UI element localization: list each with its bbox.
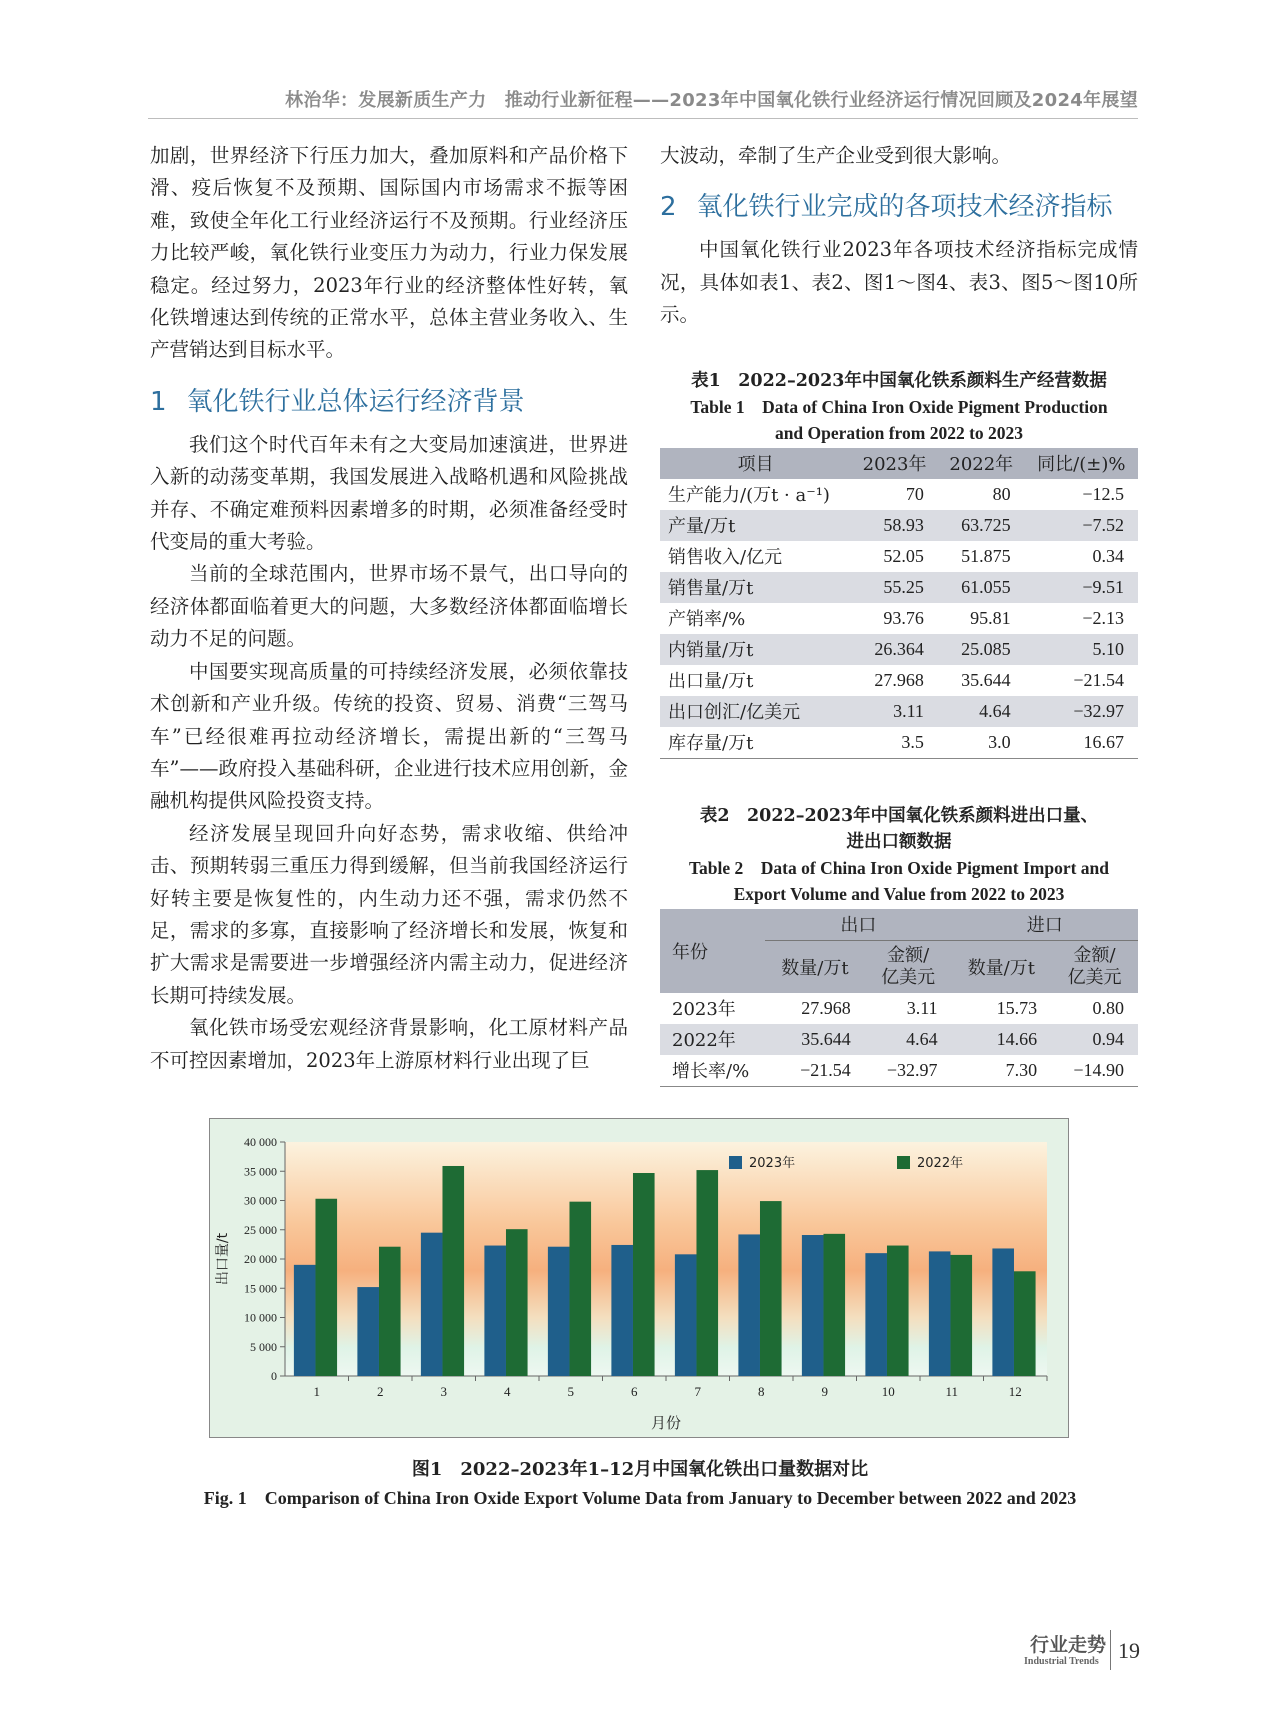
x-tick-label: 4 [504,1384,511,1399]
table-2-header-export: 出口 [765,909,951,941]
paragraph-continued: 大波动，牵制了生产企业受到很大影响。 [660,144,1012,167]
header-rule [148,118,1138,119]
table-1-caption-zh: 表1 2022–2023年中国氧化铁系颜料生产经营数据 [691,370,1107,391]
x-tick-label: 2 [377,1384,384,1399]
bar-2022 [696,1170,718,1376]
table-1-row-label: 产量/万t [660,510,851,541]
table-1-row [660,696,1138,727]
table-1-row [660,665,1138,696]
table-2-cell: 4.64 [865,1024,952,1055]
y-tick-label: 40 000 [244,1135,277,1149]
table-2-caption-en-line2: Export Volume and Value from 2022 to 2023 [733,883,1065,904]
table-1-cell: −2.13 [1082,607,1124,628]
section-2-heading [660,190,1138,224]
table-1-cell: 63.725 [938,510,1025,541]
paragraph-3: 中国要实现高质量的可持续经济发展，必须依靠技术创新和产业升级。传统的投资、贸易、消费“三驾马车”已经很难再拉动经济增长，需提出新的“三驾马车”——政府投入基础科研，企业进行技术应用创新，金融机构提供风险投资支持。 [150,659,628,813]
table-2-header-import-amount [1051,940,1138,993]
figure-1-caption-zh: 图1 2022–2023年1–12月中国氧化铁出口量数据对比 [411,1459,869,1480]
table-1-header: 2022年 [938,448,1025,479]
paragraph-4: 经济发展呈现回升向好态势，需求收缩、供给冲击、预期转弱三重压力得到缓解，但当前我国经济运行好转主要是恢复性的，内生动力还不强，需求仍然不足，需求的多寡，直接影响了经济增长和发展，恢复和扩大需求是需要进一步增强经济内需主动力，促进经济长期可持续发展。 [150,821,628,1007]
bar-2023 [484,1246,506,1376]
section-2-number: 2 [660,192,677,223]
table-2-row [660,993,1138,1024]
table-2-caption-en-line1: Table 2 Data of China Iron Oxide Pigment Import and [688,857,1110,878]
legend-swatch [729,1156,742,1169]
table-1-row [660,572,1138,603]
y-tick-label: 20 000 [244,1252,277,1266]
table-1-cell: 52.05 [883,545,924,566]
bar-2022 [633,1173,655,1376]
table-1-row [660,727,1138,759]
footer-divider [1110,1630,1111,1670]
table-1-cell: 80 [992,483,1011,504]
table-1-cell: 58.93 [851,510,938,541]
bar-2022 [569,1202,591,1376]
table-1-row-label: 库存量/万t [660,727,851,759]
table-1-row-label: 产销率/% [668,609,746,631]
bar-2022 [506,1229,528,1376]
table-1-cell: −12.5 [1082,483,1124,504]
table-1-cell: 70 [905,483,924,504]
table-1-cell: −9.51 [1025,572,1138,603]
y-tick-label: 10 000 [244,1310,277,1325]
table-2-header-year: 年份 [660,909,765,993]
table-1-cell: 27.968 [874,669,924,690]
table-2-cell: 3.11 [906,997,938,1018]
x-tick-label: 12 [1008,1384,1022,1399]
x-tick-label: 10 [881,1384,895,1399]
table-1-cell: 93.76 [883,607,924,628]
legend-label: 2022年 [917,1156,964,1171]
table-2-caption-zh-line1: 表2 2022–2023年中国氧化铁系颜料进出口量、 [699,805,1099,826]
table-1-cell: 3.5 [851,727,938,759]
table-2-row [660,1055,1138,1087]
table-1-caption-en-line2: and Operation from 2022 to 2023 [774,422,1024,443]
table-2 [660,909,1138,1087]
table-1-caption-en-line1: Table 1 Data of China Iron Oxide Pigment Production [690,396,1108,417]
table-1-row-label: 销售量/万t [660,572,851,603]
journal-name-en: Industrial Trends [1024,1656,1099,1667]
right-column [660,140,1138,1087]
table-2-row-label: 2022年 [660,1024,765,1055]
bar-2022 [315,1199,337,1376]
table-1-row [660,603,1138,634]
table-1-cell: 4.64 [938,696,1025,727]
legend-label: 2023年 [749,1156,796,1171]
table-1-row [660,479,1138,510]
table-1-cell: 16.67 [1025,727,1138,759]
table-1-body [660,479,1138,759]
x-tick-label: 9 [821,1384,828,1399]
y-tick-label: 15 000 [244,1281,277,1296]
journal-name: 行业走势 [1030,1634,1107,1656]
table-2-cell: −21.54 [765,1055,865,1087]
y-tick-label: 30 000 [244,1193,277,1208]
table-1-cell: 3.0 [938,727,1025,759]
table-2-header-import-qty: 数量/万t [952,940,1052,993]
table-1-cell: 61.055 [938,572,1025,603]
table-2-header-amount-line1: 金额/ [1073,944,1116,966]
section-2-title: 氧化铁行业完成的各项技术经济指标 [696,192,1113,223]
table-1-cell: −32.97 [1025,696,1138,727]
table-1-cell: −7.52 [1025,510,1138,541]
bar-2023 [865,1253,887,1376]
table-1-header: 2023年 [851,448,938,479]
left-column [150,140,628,1077]
bar-2022 [887,1246,909,1376]
bar-2023 [611,1245,633,1376]
bar-2023 [357,1287,379,1376]
table-1-row-label: 内销量/万t [660,634,851,665]
table-1-cell: 3.11 [851,696,938,727]
section-1-title: 氧化铁行业总体运行经济背景 [186,386,525,417]
x-axis-label: 月份 [650,1414,682,1432]
export-volume-bar-chart [209,1118,1069,1438]
table-1-cell: 95.81 [970,607,1011,628]
table-1-cell: 26.364 [851,634,938,665]
x-tick-label: 3 [440,1384,447,1399]
legend-swatch [897,1156,910,1169]
table-1-cell: 0.34 [1092,545,1124,566]
table-2-cell: 35.644 [765,1024,865,1055]
table-1-cell: 55.25 [851,572,938,603]
paragraph-intro: 加剧，世界经济下行压力加大，叠加原料和产品价格下滑、疫后恢复不及预期、国际国内市场需求不振等困难，致使全年化工行业经济运行不及预期。行业经济压力比较严峻，氧化铁行业变压力为动力，行业力保发展稳定。经过努力，2023年行业的经济整体性好转，氧化铁增速达到传统的正常水平，总体主营业务收入、生产营销达到目标水平。 [150,144,628,362]
table-2-cell: 27.968 [801,997,851,1018]
paragraph-5: 氧化铁市场受宏观经济背景影响，化工原材料产品不可控因素增加，2023年上游原材料行业出现了巨 [150,1016,628,1072]
table-1-cell: 25.085 [938,634,1025,665]
table-1-row-label: 出口创汇/亿美元 [660,696,851,727]
table-2-row [660,1024,1138,1055]
table-1-cell: 5.10 [1025,634,1138,665]
table-1-cell: −21.54 [1073,669,1124,690]
bar-2023 [738,1234,760,1376]
table-2-cell: −14.90 [1051,1055,1138,1087]
table-2-cell: 14.66 [952,1024,1052,1055]
table-1 [660,448,1138,759]
table-1-row-label: 生产能力/(万t · a⁻¹) [668,485,830,507]
table-1-row-label: 销售收入/亿元 [668,547,783,569]
bar-2022 [379,1247,401,1376]
y-axis-label: 出口量/t [215,1232,231,1286]
figure-1-caption-en: Fig. 1 Comparison of China Iron Oxide Export Volume Data from January to December between 2022 and 2023 [203,1488,1077,1508]
paragraph-section-2: 中国氧化铁行业2023年各项技术经济指标完成情况，具体如表1、表2、图1～图4、表3、图5～图10所示。 [660,238,1138,327]
bar-2023 [929,1251,951,1376]
table-2-header-export-amount [865,940,952,993]
bar-2022 [442,1166,464,1376]
y-tick-label: 0 [271,1369,277,1383]
bar-2023 [802,1235,824,1376]
x-tick-label: 1 [313,1384,320,1399]
table-1-header: 项目 [660,448,851,479]
table-2-cell: 7.30 [952,1055,1052,1087]
paragraph-1: 我们这个时代百年未有之大变局加速演进，世界进入新的动荡变革期，我国发展进入战略机遇和风险挑战并存、不确定难预料因素增多的时期，必须准备经受时代变局的重大考验。 [150,432,628,554]
table-2-header-amount-line2: 亿美元 [1067,966,1122,988]
bar-2023 [294,1265,316,1376]
bar-2023 [421,1233,443,1376]
table-1-row [660,510,1138,541]
table-2-row-label: 增长率/% [660,1055,765,1087]
table-1-row-label: 出口量/万t [668,671,754,693]
table-2-row-label: 2023年 [672,999,736,1021]
x-tick-label: 11 [945,1384,959,1399]
table-2-header-import: 进口 [952,909,1138,941]
table-1-cell: 35.644 [961,669,1011,690]
x-tick-label: 7 [694,1384,701,1399]
page-number: 19 [1118,1638,1140,1663]
x-tick-label: 5 [567,1384,574,1399]
table-1-header: 同比/(±)% [1025,448,1138,479]
table-2-caption-zh-line2: 进出口额数据 [846,831,952,852]
bar-2023 [548,1247,570,1376]
x-tick-label: 8 [758,1384,765,1399]
bar-2023 [675,1254,697,1376]
y-tick-label: 5 000 [250,1339,277,1354]
bar-2022 [1014,1271,1036,1376]
y-tick-label: 35 000 [244,1164,277,1179]
table-1-row [660,634,1138,665]
bar-2023 [992,1248,1014,1376]
table-1-row [660,541,1138,572]
table-2-header-amount-line1: 金额/ [887,944,930,966]
table-2-cell: 0.94 [1051,1024,1138,1055]
figure-1 [209,1118,1069,1438]
paragraph-2: 当前的全球范围内，世界市场不景气，出口导向的经济体都面临着更大的问题，大多数经济体都面临增长动力不足的问题。 [150,562,628,651]
running-title: 林治华：发展新质生产力 推动行业新征程——2023年中国氧化铁行业经济运行情况回顾及2024年展望 [285,90,1138,111]
table-2-cell: −32.97 [865,1055,952,1087]
bar-2022 [823,1234,845,1376]
table-2-body [660,993,1138,1087]
bar-2022 [950,1255,972,1376]
bar-2022 [760,1201,782,1376]
section-1-number: 1 [150,386,167,417]
table-2-cell: 0.80 [1092,997,1124,1018]
x-tick-label: 6 [631,1384,638,1399]
section-1-heading [150,385,628,419]
table-2-cell: 15.73 [996,997,1038,1018]
table-2-header-amount-line2: 亿美元 [881,966,936,988]
y-tick-label: 25 000 [244,1222,277,1237]
table-2-header-export-qty: 数量/万t [765,940,865,993]
table-1-cell: 51.875 [961,545,1011,566]
